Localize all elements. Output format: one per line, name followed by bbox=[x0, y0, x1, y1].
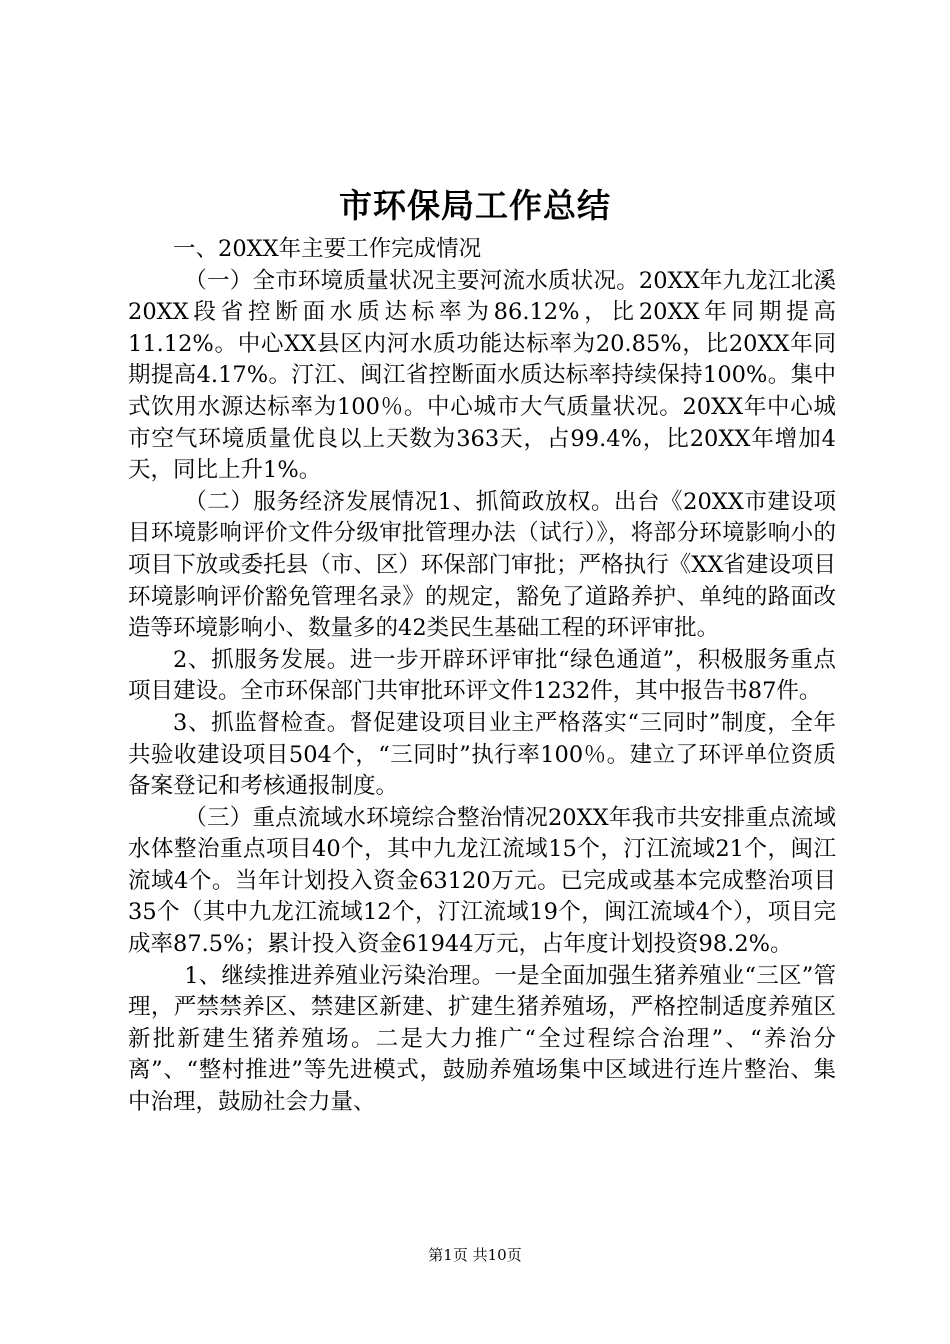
paragraph: 1、继续推进养殖业污染治理。一是全面加强生猪养殖业“三区”管理，严禁禁养区、禁建区新建、扩建生猪养殖场，严格控制适度养殖区新批新建生猪养殖场。二是大力推广“全过程综合治理”、“养治分离”、“整村推进”等先进模式，鼓励养殖场集中区域进行连片整治、集中治理，鼓励社会力量、 bbox=[128, 962, 836, 1116]
page-number-footer: 第1页 共10页 bbox=[428, 1246, 522, 1264]
paragraph: 3、抓监督检查。督促建设项目业主严格落实“三同时”制度，全年共验收建设项目504个，“三同时”执行率100％。建立了环评单位资质备案登记和考核通报制度。 bbox=[128, 709, 836, 800]
document-body bbox=[128, 234, 836, 1119]
paragraph: （一）全市环境质量状况主要河流水质状况。20XX年九龙江北溪20XX段省控断面水质达标率为86.12%，比20XX年同期提高11.12%。中心XX县区内河水质功能达标率为20.85%，比20XX年同期提高4.17%。汀江、闽江省控断面水质达标率持续保持100%。集中式饮用水源达标率为100％。中心城市大气质量状况。20XX年中心城市空气环境质量优良以上天数为363天，占99.4%，比20XX年增加4天，同比上升1%。 bbox=[128, 267, 836, 484]
paragraph: （二）服务经济发展情况1、抓简政放权。出台《20XX市建设项目环境影响评价文件分级审批管理办法（试行）》，将部分环境影响小的项目下放或委托县（市、区）环保部门审批；严格执行《XX省建设项目环境影响评价豁免管理名录》的规定，豁免了道路养护、单纯的路面改造等环境影响小、数量多的42类民生基础工程的环评审批。 bbox=[128, 488, 836, 642]
section-heading: 一、20XX年主要工作完成情况 bbox=[173, 236, 482, 262]
paragraph: （三）重点流域水环境综合整治情况20XX年我市共安排重点流域水体整治重点项目40个，其中九龙江流域15个，汀江流域21个，闽江流域4个。当年计划投入资金63120万元。已完成或基本完成整治项目35个（其中九龙江流域12个，汀江流域19个，闽江流域4个），项目完成率87.5%；累计投入资金61944万元，占年度计划投资98.2%。 bbox=[128, 804, 836, 958]
paragraph: 2、抓服务发展。进一步开辟环评审批“绿色通道”，积极服务重点项目建设。全市环保部门共审批环评文件1232件，其中报告书87件。 bbox=[128, 646, 836, 705]
document-title: 市环保局工作总结 bbox=[339, 186, 611, 225]
